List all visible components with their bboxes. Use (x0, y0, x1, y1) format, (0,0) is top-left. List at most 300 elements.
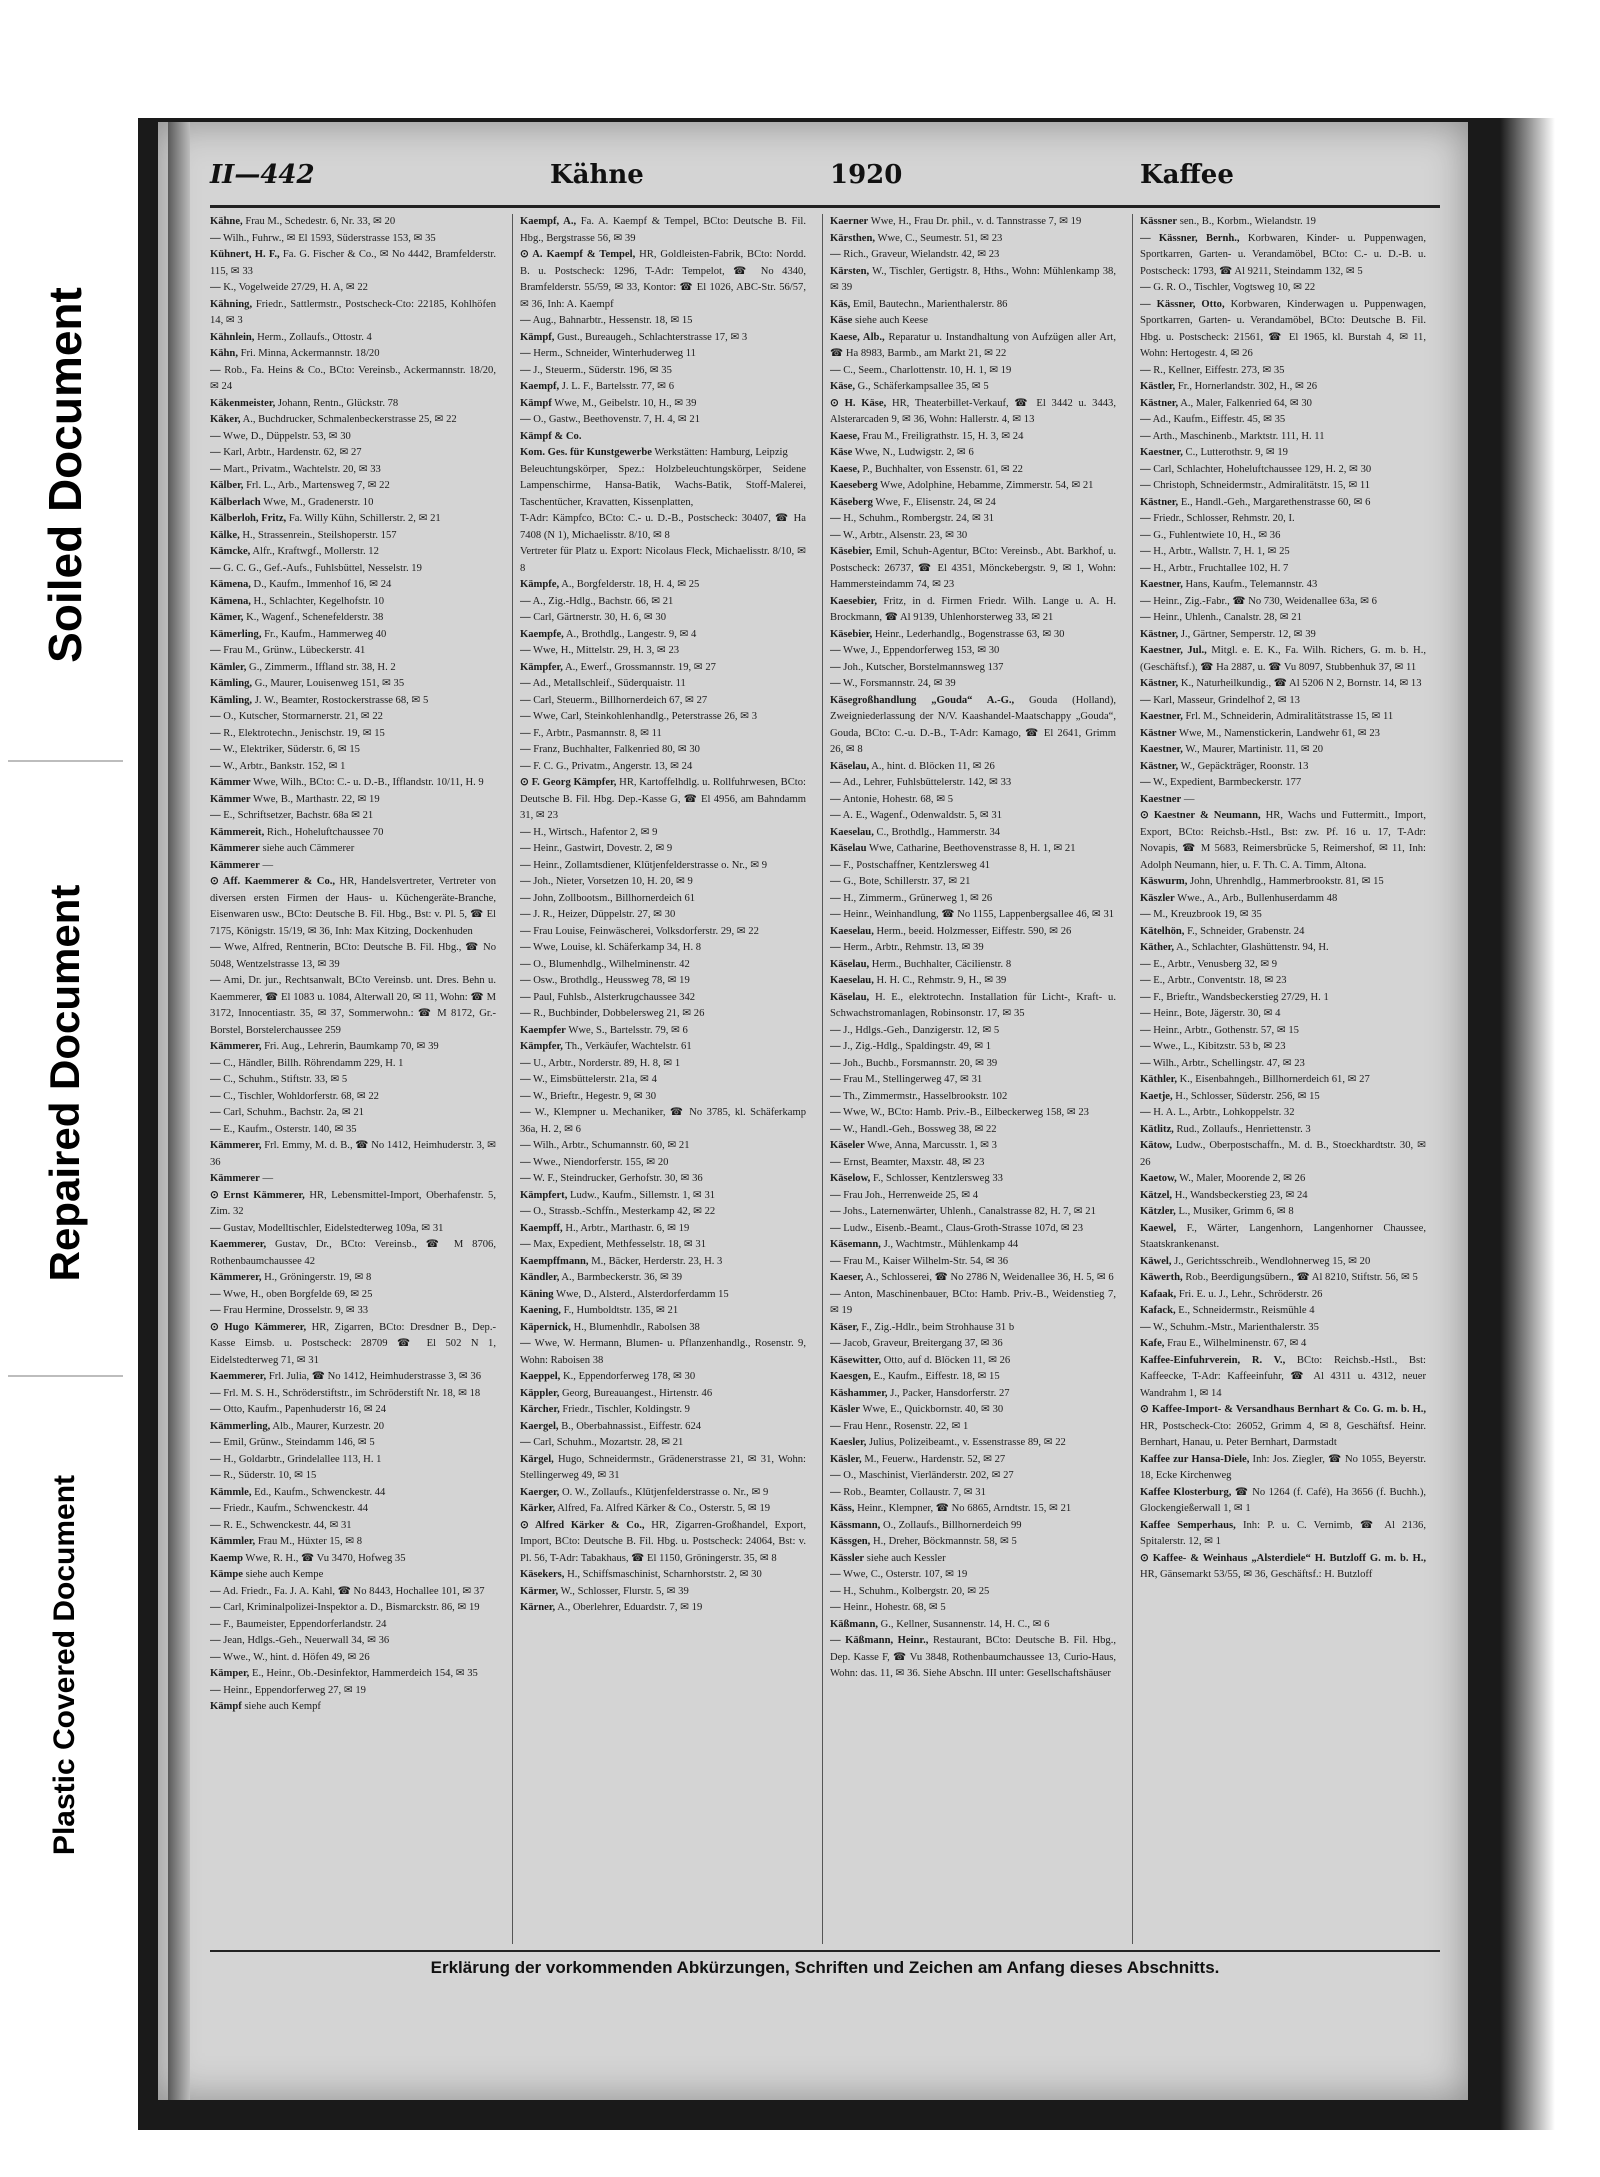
entry-name: Käss, (830, 1503, 855, 1514)
directory-entry (520, 1072, 806, 1089)
entry-details: Friedr., Tischler, Koldingstr. 9 (559, 1404, 690, 1415)
entry-name: Kaesgen, (830, 1371, 871, 1382)
entry-details: HR, Kartoffelhdlg. u. Rollfuhrwesen, BCto: Deutsche B. Fil. Hbg. Dep.-Kasse G, ☎ El 4956, am Bahndamm 31, ✉ 23 (520, 777, 806, 821)
directory-entry (1140, 1039, 1426, 1056)
entry-details: Herm., Zollaufs., Ottostr. 4 (254, 331, 372, 343)
entry-name: — (210, 975, 221, 986)
directory-column-1 (210, 214, 496, 1944)
directory-entry (210, 1699, 496, 1716)
entry-name: Kaffee zur Hansa-Diele, (1140, 1453, 1250, 1465)
entry-name: — (210, 1222, 221, 1234)
entry-details: H., Schlachter, Kegelhofstr. 10 (250, 595, 385, 607)
directory-entry (830, 907, 1116, 924)
entry-name: — (830, 364, 841, 376)
entry-details: Ad., Lehrer, Fuhlsbüttelerstr. 142, ✉ 33 (840, 777, 1012, 788)
entry-name: Kämpfert, (520, 1189, 568, 1201)
entry-details: HR, Zigarren, BCto: Dresdner B., Dep.-Kasse Eimsb. u. Postscheck: 28709 ☎ El 502 N 1, Eidelstedterweg 71, ✉ 31 (210, 1321, 496, 1366)
directory-entry (520, 544, 806, 577)
directory-entry (210, 544, 496, 561)
entry-name: Kälber, (210, 480, 244, 491)
directory-entry (210, 841, 496, 858)
entry-details: Fa. Willy Kühn, Schillerstr. 2, ✉ 21 (286, 513, 441, 524)
directory-entry (520, 379, 806, 396)
entry-name: — (1140, 364, 1151, 376)
directory-entry (520, 1254, 806, 1271)
entry-details: C., Brothdlg., Hammerstr. 34 (873, 826, 1001, 838)
entry-name: Kühnert, H. F., (210, 249, 280, 260)
entry-name: Kom. Ges. für Kunstgewerbe (520, 447, 652, 458)
entry-details: Wwe, Wilh., BCto: C.- u. D.-B., Ifflandstr. 10/11, H. 9 (250, 777, 484, 788)
entry-name: — (520, 942, 531, 953)
entry-details: Karl, Arbtr., Hardenstr. 62, ✉ 27 (220, 447, 362, 458)
entry-details: Frau M., Freiligrathstr. 15, H. 3, ✉ 24 (859, 430, 1024, 442)
entry-details: John, Uhrenhdlg., Hammerbrookstr. 81, ✉ 15 (1187, 876, 1384, 887)
entry-details: Heinr., Bote, Jägerstr. 30, ✉ 4 (1150, 1008, 1281, 1019)
directory-entry (1140, 726, 1426, 743)
directory-entry (520, 709, 806, 726)
entry-details: Beleuchtungskörper, Spez.: Holzbeleuchtungskörper, Seidene Lampenschirme, Hansa-Batik, Wachs-Batik, Stoff-Malerei, Taschentücher, Kravatten, Kissenplatten, (520, 463, 806, 508)
directory-entry (1140, 610, 1426, 627)
entry-details: Joh., Buchb., Forsmannstr. 20, ✉ 39 (840, 1057, 998, 1069)
entry-details: W., Schuhm.-Mstr., Marienthalerstr. 35 (1150, 1321, 1319, 1333)
entry-details: Wwe, N., Ludwigstr. 2, ✉ 6 (852, 447, 974, 458)
entry-name: — (1140, 414, 1151, 425)
entry-name: Kätow, (1140, 1140, 1173, 1151)
directory-entry (520, 693, 806, 710)
directory-entry (520, 1435, 806, 1452)
directory-entry (1140, 1072, 1426, 1089)
entry-details: Inh: P. u. C. Vernimb, ☎ Al 2136, Spitalerstr. 12, ✉ 1 (1140, 1519, 1426, 1547)
entry-details: Ernst, Beamter, Maxstr. 48, ✉ 23 (840, 1156, 985, 1168)
entry-details: siehe auch Kempe (242, 1569, 324, 1580)
entry-details: Fa. A. Kaempf & Tempel, BCto: Deutsche B. Fil. Hbg., Bergstrasse 56, ✉ 39 (520, 216, 806, 244)
entry-name: — (210, 1123, 221, 1135)
entry-name: Kaestner (1140, 793, 1182, 805)
entry-details: C., Schuhm., Stiftstr. 33, ✉ 5 (220, 1074, 348, 1085)
entry-name: Kässgen, (830, 1536, 871, 1547)
entry-name: Kästner, (1140, 628, 1179, 640)
entry-details: Wwe., L., Kibitzstr. 53 b, ✉ 23 (1150, 1041, 1286, 1052)
entry-name: — (830, 1585, 841, 1597)
directory-entry (520, 1320, 806, 1337)
entry-details: F., Zig.-Hdlr., beim Strohhause 31 b (858, 1321, 1015, 1333)
entry-details: Wwe, B., Marthastr. 22, ✉ 19 (250, 793, 380, 805)
directory-entry (1140, 495, 1426, 512)
entry-details: W., Arbtr., Alsenstr. 23, ✉ 30 (840, 529, 968, 541)
entry-name: Käsler (830, 1404, 861, 1415)
entry-details: Otto, Kaufm., Papenhuderstr 16, ✉ 24 (220, 1404, 386, 1415)
entry-name: Kaffee Klosterburg, (1140, 1486, 1232, 1498)
entry-name: — (520, 711, 531, 722)
directory-entry (830, 1254, 1116, 1271)
directory-entry (210, 280, 496, 297)
directory-entry (210, 1287, 496, 1304)
entry-name: Kaempf, (520, 381, 560, 392)
entry-name: Käse (830, 315, 853, 326)
directory-entry (830, 1435, 1116, 1452)
entry-name: Kämena, (210, 579, 251, 590)
directory-entry (830, 1452, 1116, 1469)
entry-name: Kämcke, (210, 546, 251, 557)
entry-name: Käwerth, (1140, 1272, 1183, 1283)
entry-name: — (830, 810, 841, 821)
directory-entry (210, 1303, 496, 1320)
directory-entry (1140, 577, 1426, 594)
directory-entry (210, 808, 496, 825)
entry-name: Kämpf (520, 397, 552, 409)
entry-name: — (830, 529, 841, 541)
entry-details: Wwe, Alfred, Rentnerin, BCto: Deutsche B. Fil. Hbg., ☎ No 5048, Wentzelstrasse 13, ✉ 39 (210, 942, 496, 970)
directory-entry (210, 1188, 496, 1221)
directory-entry (830, 990, 1116, 1023)
entry-details: Georg, Bureauangest., Hirtenstr. 46 (559, 1387, 713, 1399)
entry-name: — (520, 612, 531, 623)
entry-details: Heinr., Klempner, ☎ No 6865, Arndtstr. 15, ✉ 21 (854, 1503, 1072, 1514)
directory-entry (520, 462, 806, 512)
entry-details: H., Strassenrein., Steilshoperstr. 157 (239, 529, 397, 541)
directory-entry (830, 1518, 1116, 1535)
entry-details: H., Schuhm., Rombergstr. 24, ✉ 31 (840, 513, 995, 524)
entry-name: Kaewel, (1140, 1222, 1177, 1234)
entry-details: Heinr., Eppendorferweg 27, ✉ 19 (220, 1684, 366, 1696)
entry-details: T-Adr: Kämpfco, BCto: C.- u. D.-B., Postscheck: 30407, ☎ Ha 7408 (N 1), Michaelisstr. 8/10, ✉ 8 (520, 513, 806, 541)
directory-entry (210, 759, 496, 776)
entry-details: Gustav, Modelltischler, Eidelstedterweg 109a, ✉ 31 (220, 1222, 444, 1234)
entry-details: H., Schlosser, Süderstr. 256, ✉ 15 (1172, 1090, 1320, 1102)
directory-entry (830, 1501, 1116, 1518)
entry-details: Herm., beeid. Holzmesser, Eiffestr. 590, ✉ 26 (873, 925, 1072, 937)
entry-details: Wwe, H., oben Borgfelde 69, ✉ 25 (220, 1288, 373, 1300)
entry-details: Herm., Schneider, Winterhuderweg 11 (530, 348, 696, 359)
entry-details: Karl, Masseur, Grindelhof 2, ✉ 13 (1150, 694, 1300, 706)
directory-entry (1140, 1254, 1426, 1271)
directory-entry (830, 330, 1116, 363)
entry-name: — (210, 645, 221, 656)
entry-name: — (520, 1008, 531, 1019)
entry-name: — (830, 1156, 841, 1168)
entry-name: — (210, 1387, 221, 1399)
directory-entry (210, 429, 496, 446)
entry-details: ☎ No 1264 (f. Café), Ha 3656 (f. Buchh.), Glockengießerwall 1, ✉ 1 (1140, 1486, 1426, 1514)
entry-details: A., Ewerf., Grossmannstr. 19, ✉ 27 (562, 661, 716, 673)
entry-details: Hugo, Schneidermstr., Grädenerstrasse 21, ✉ 31, Wohn: Stellingerweg 49, ✉ 31 (520, 1453, 806, 1481)
entry-details: siehe auch Kessler (864, 1552, 946, 1564)
directory-column-3 (830, 214, 1116, 1944)
entry-name: Kämpfe, (520, 579, 560, 590)
directory-entry (1140, 231, 1426, 281)
entry-details: C., Händler, Billh. Röhrendamm 229, H. 1 (220, 1057, 404, 1069)
directory-entry (210, 1402, 496, 1419)
entry-name: Kämpfer, (520, 1041, 563, 1052)
entry-details: Carl, Kriminalpolizei-Inspektor a. D., Bismarckstr. 86, ✉ 19 (220, 1602, 480, 1613)
directory-entry (830, 1287, 1116, 1320)
directory-entry (520, 676, 806, 693)
entry-name: Kässmann, (830, 1519, 881, 1531)
entry-details: F., Postschaffner, Kentzlersweg 41 (840, 859, 991, 871)
entry-name: Kästner (1140, 727, 1177, 739)
entry-details: Frau E., Wilhelminenstr. 67, ✉ 4 (1164, 1338, 1307, 1349)
directory-entry (210, 363, 496, 396)
entry-name: — (520, 1156, 531, 1168)
entry-name: — (520, 760, 531, 772)
entry-name: Kämer, (210, 612, 244, 623)
entry-details: Heinr., Gastwirt, Dovestr. 2, ✉ 9 (530, 843, 673, 854)
directory-entry (1140, 478, 1426, 495)
entry-name: Kälberloh, Fritz, (210, 513, 287, 524)
entry-name: — (520, 694, 531, 706)
directory-entry (830, 924, 1116, 941)
sidebar-divider (8, 1375, 123, 1377)
entry-name: Käseler (830, 1140, 865, 1151)
entry-details: Mitgl. e. E. K., Fa. Wilh. Richers, G. m. b. H., (Geschäftsf.), ☎ Ha 2887, u. ☎ Vu 8097, Stubbenhuk 37, ✉ 11 (1140, 645, 1426, 673)
directory-column-2 (520, 214, 806, 1944)
directory-entry (210, 495, 496, 512)
entry-details: Frl. L., Arb., Martensweg 7, ✉ 22 (243, 480, 390, 491)
entry-details: Emil, Schuh-Agentur, BCto: Vereinsb., Abt. Barkhof, u. Postscheck: 26737, ☎ El 4351, Mönckebergstr. 9, ✉ 1, Wohn: Hammersteindamm 74, ✉ 23 (830, 546, 1116, 590)
entry-details: Fr., Hornerlandstr. 302, H., ✉ 26 (1175, 381, 1318, 392)
entry-details: D., Kaufm., Immenhof 16, ✉ 24 (250, 579, 392, 590)
entry-name: Käker, (210, 414, 241, 425)
directory-entry (1140, 676, 1426, 693)
directory-entry (1140, 445, 1426, 462)
entry-details: H., Arbtr., Marthastr. 6, ✉ 19 (562, 1222, 690, 1234)
entry-name: — (1140, 1024, 1151, 1036)
entry-details: A., Schlosserei, ☎ No 2786 N, Weidenallee 36, H. 5, ✉ 6 (863, 1272, 1114, 1283)
entry-details: F., Arbtr., Pasmannstr. 8, ✉ 11 (530, 727, 662, 739)
entry-details: Wwe, W. Hermann, Blumen- u. Pflanzenhandlg., Rosenstr. 9, Wohn: Raboisen 38 (520, 1338, 806, 1366)
entry-details: G. R. O., Tischler, Vogtsweg 10, ✉ 22 (1150, 282, 1316, 293)
entry-name: — (210, 1107, 221, 1118)
directory-entry (520, 1419, 806, 1436)
directory-entry (210, 1221, 496, 1238)
directory-entry (520, 1023, 806, 1040)
directory-entry (830, 511, 1116, 528)
entry-details: Gust., Bureaugeh., Schlachterstrasse 17, ✉ 3 (554, 331, 748, 343)
directory-entry (1140, 1138, 1426, 1171)
soiled-document-label: Soiled Document (39, 287, 91, 663)
entry-name: — (210, 744, 221, 755)
directory-entry (830, 1353, 1116, 1370)
entry-details: Herm., Arbtr., Rehmstr. 13, ✉ 39 (840, 942, 984, 953)
entry-details: Wwe., A., Arb., Bullenhuserdamm 48 (1174, 892, 1338, 904)
entry-details: E., Arbtr., Conventstr. 18, ✉ 23 (1150, 975, 1287, 986)
entry-details: Wwe, M., Namenstickerin, Landwehr 61, ✉ 23 (1176, 727, 1380, 739)
directory-entry (830, 1171, 1116, 1188)
entry-details: E., Handl.-Geh., Margarethenstrasse 60, ✉ 6 (1178, 496, 1371, 508)
header-year: 1920 (830, 160, 903, 190)
entry-name: — (830, 1255, 841, 1267)
directory-entry (210, 643, 496, 660)
entry-details: Heinr., Uhlenh., Canalstr. 28, ✉ 21 (1150, 612, 1302, 623)
entry-details: H. E., elektrotechn. Installation für Licht-, Kraft- u. Schwachstromanlagen, Robinsonstr. 17, ✉ 35 (830, 991, 1116, 1019)
entry-name: — (210, 1090, 221, 1102)
directory-entry (210, 1122, 496, 1139)
directory-entry (210, 693, 496, 710)
entry-details: Th., Verkäufer, Wachtelstr. 61 (562, 1041, 692, 1052)
entry-name: Kaeselau, (830, 826, 874, 838)
directory-entry (830, 627, 1116, 644)
entry-name: — Kässner, Otto, (1140, 298, 1225, 310)
directory-entry (520, 759, 806, 776)
entry-details: Heinr., Weinhandlung, ☎ No 1155, Lappenbergsallee 46, ✉ 31 (840, 909, 1115, 920)
entry-name: — (830, 1090, 841, 1102)
entry-details: Gustav, Dr., BCto: Vereinsb., ☎ M 8706, Rothenbaumchaussee 42 (210, 1239, 496, 1267)
directory-entry (1140, 594, 1426, 611)
entry-details: E., Kaufm., Osterstr. 140, ✉ 35 (220, 1123, 357, 1135)
entry-details: Herm., Buchhalter, Cäcilienstr. 8 (869, 958, 1012, 970)
directory-entry (1140, 1336, 1426, 1353)
directory-entry (1140, 1402, 1426, 1452)
entry-details: Carl, Schuhm., Mozartstr. 28, ✉ 21 (530, 1437, 684, 1448)
entry-name: — (520, 1074, 531, 1085)
entry-name: Kaetow, (1140, 1173, 1177, 1184)
entry-name: — (1140, 430, 1151, 442)
entry-details: O., Maschinist, Vierländerstr. 202, ✉ 27 (840, 1470, 1014, 1481)
entry-details: W., Handl.-Geh., Bossweg 38, ✉ 22 (840, 1123, 997, 1135)
entry-name: Kämmer (210, 793, 251, 805)
entry-name: Käselau (830, 843, 867, 854)
entry-name: — (830, 1420, 841, 1432)
entry-name: — (830, 1222, 841, 1234)
entry-details: Hans, Kaufm., Telemannstr. 43 (1182, 579, 1318, 590)
entry-details: H., Wirtsch., Hafentor 2, ✉ 9 (530, 826, 658, 838)
entry-details: A., hint. d. Blöcken 11, ✉ 26 (869, 760, 995, 772)
entry-details: Heinr., Arbtr., Gothenstr. 57, ✉ 15 (1150, 1024, 1299, 1036)
entry-name: — (830, 909, 841, 920)
entry-details: Wwe, W., BCto: Hamb. Priv.-B., Eilbeckerweg 158, ✉ 23 (840, 1107, 1089, 1118)
entry-name: Kämpf (210, 1701, 242, 1712)
directory-entry (520, 1402, 806, 1419)
entry-details: Carl, Gärtnerstr. 30, H. 6, ✉ 30 (530, 612, 666, 623)
directory-entry (830, 841, 1116, 858)
entry-details: Ad. Friedr., Fa. J. A. Kahl, ☎ No 8443, Hochallee 101, ✉ 37 (220, 1585, 485, 1597)
directory-entry (830, 1138, 1116, 1155)
directory-entry (520, 1518, 806, 1568)
directory-entry (520, 1006, 806, 1023)
directory-entry (210, 973, 496, 1039)
entry-details: Johs., Laternenwärter, Uhlenh., Canalstrasse 82, H. 7, ✉ 21 (840, 1206, 1096, 1217)
entry-name: Kästner, (1140, 678, 1179, 689)
directory-entry (210, 1105, 496, 1122)
entry-details: Carl, Steuerm., Billhornerdeich 67, ✉ 27 (530, 694, 708, 706)
entry-details: Paul, Fuhlsb., Alsterkrugchaussee 342 (530, 991, 696, 1003)
entry-name: — (210, 1288, 221, 1300)
directory-entry (210, 1683, 496, 1700)
footer-rule (210, 1950, 1440, 1952)
directory-entry (1140, 528, 1426, 545)
entry-name: Kätelhön, (1140, 925, 1185, 937)
directory-entry (1140, 643, 1426, 676)
entry-name: Kärker, (520, 1503, 556, 1514)
directory-entry (210, 1633, 496, 1650)
entry-details: Alfred, Fa. Alfred Kärker & Co., Osterstr. 5, ✉ 19 (555, 1503, 771, 1514)
entry-name: Kaffee Semperhaus, (1140, 1519, 1236, 1531)
entry-name: — (830, 1602, 841, 1613)
entry-details: Heinr., Zollamtsdiener, Klütjenfelderstrasse o. Nr., ✉ 9 (530, 859, 768, 871)
entry-details: C., Lutterothstr. 9, ✉ 19 (1182, 447, 1288, 458)
entry-name: — (830, 1024, 841, 1036)
column-rule (1132, 214, 1133, 1944)
column-rule (822, 214, 823, 1944)
entry-details: Korbwaren, Kinderwagen u. Puppenwagen, Sportkarren, Garten- u. Verandamöbel, BCto: Deutsche B. Fil. Hbg. u. Postscheck: 21561, ☎ El 1965, kl. Burstah 4, ✉ 11, Wohn: Hertogestr. 4, ✉ 26 (1140, 298, 1426, 359)
directory-entry (520, 891, 806, 908)
entry-details: H. H. C., Rehmstr. 9, H., ✉ 39 (873, 975, 1007, 986)
directory-entry (210, 1369, 496, 1386)
entry-name: Kaestner, (1140, 711, 1183, 722)
directory-entry (830, 544, 1116, 594)
entry-name: ⊙ Kaestner & Neumann, (1140, 810, 1261, 821)
header-left-keyword: Kähne (550, 160, 644, 190)
entry-details: H., Goldarbtr., Grindelallee 113, H. 1 (220, 1453, 382, 1465)
entry-name: ⊙ Aff. Kaemmerer & Co., (210, 876, 336, 887)
directory-entry (520, 957, 806, 974)
directory-entry (210, 742, 496, 759)
entry-details: Wwe, R. H., ☎ Vu 3470, Hofweg 35 (242, 1552, 406, 1564)
entry-details: sen., B., Korbm., Wielandstr. 19 (1177, 216, 1316, 227)
entry-name: ⊙ F. Georg Kämpfer, (520, 777, 617, 788)
entry-name: — (1140, 909, 1151, 920)
entry-details: Rob., Fa. Heins & Co., BCto: Vereinsb., Ackermannstr. 18/20, ✉ 24 (210, 364, 496, 392)
directory-entry (210, 1485, 496, 1502)
directory-entry (210, 1534, 496, 1551)
entry-name: — (1140, 463, 1151, 475)
entry-name: — (520, 925, 531, 937)
entry-name: — (210, 430, 221, 442)
entry-name: — (210, 1404, 221, 1415)
directory-entry (830, 660, 1116, 677)
entry-name: — (520, 645, 531, 656)
directory-entry (830, 1336, 1116, 1353)
directory-entry (830, 825, 1116, 842)
entry-details: A. E., Wagenf., Odenwaldstr. 5, ✉ 31 (840, 810, 1003, 821)
entry-name: Kaening, (520, 1305, 561, 1316)
directory-entry (210, 1666, 496, 1683)
entry-name: — (1140, 991, 1151, 1003)
entry-details: Ludw., Kaufm., Sillemstr. 1, ✉ 31 (567, 1189, 716, 1201)
entry-name: Käselau, (830, 991, 870, 1003)
entry-details: Osw., Brothdlg., Heussweg 78, ✉ 19 (530, 975, 690, 986)
entry-name: — (520, 595, 531, 607)
entry-details: O., Strassb.-Schffn., Mesterkamp 42, ✉ 22 (530, 1206, 716, 1217)
directory-entry (210, 1056, 496, 1073)
directory-entry (210, 792, 496, 809)
directory-entry (1140, 792, 1426, 809)
directory-entry (210, 1650, 496, 1667)
entry-details: Wwe, Louise, kl. Schäferkamp 34, H. 8 (530, 942, 702, 953)
directory-entry (830, 1600, 1116, 1617)
entry-details: Rud., Zollaufs., Henriettenstr. 3 (1173, 1123, 1311, 1135)
entry-details: Frau M., Schedestr. 6, Nr. 33, ✉ 20 (242, 216, 396, 227)
entry-details: — (259, 859, 274, 871)
entry-details: Wilh., Fuhrw., ✉ El 1593, Süderstrasse 153, ✉ 35 (220, 232, 436, 244)
entry-name: — (210, 1585, 221, 1597)
entry-name: — (1140, 975, 1151, 986)
entry-details: Frau M., Kaiser Wilhelm-Str. 54, ✉ 36 (840, 1255, 1009, 1267)
entry-name: Kätzel, (1140, 1189, 1173, 1201)
directory-entry (830, 495, 1116, 512)
entry-name: — (520, 414, 531, 425)
entry-details: H. A. L., Arbtr., Lohkoppelstr. 32 (1150, 1107, 1295, 1118)
entry-details: Anton, Maschinenbauer, BCto: Hamb. Priv.-B., Weidenstieg 7, ✉ 19 (830, 1288, 1116, 1316)
entry-name: ⊙ A. Kaempf & Tempel, (520, 249, 636, 260)
entry-name: Kaestner, (1140, 579, 1183, 590)
entry-name: Kämmerer, (210, 1272, 262, 1283)
entry-details: Wwe, D., Alsterd., Alsterdorferdamm 15 (553, 1288, 729, 1300)
entry-name: — (830, 942, 841, 953)
directory-entry (520, 429, 806, 446)
entry-name: — (520, 744, 531, 755)
directory-entry (210, 1138, 496, 1171)
